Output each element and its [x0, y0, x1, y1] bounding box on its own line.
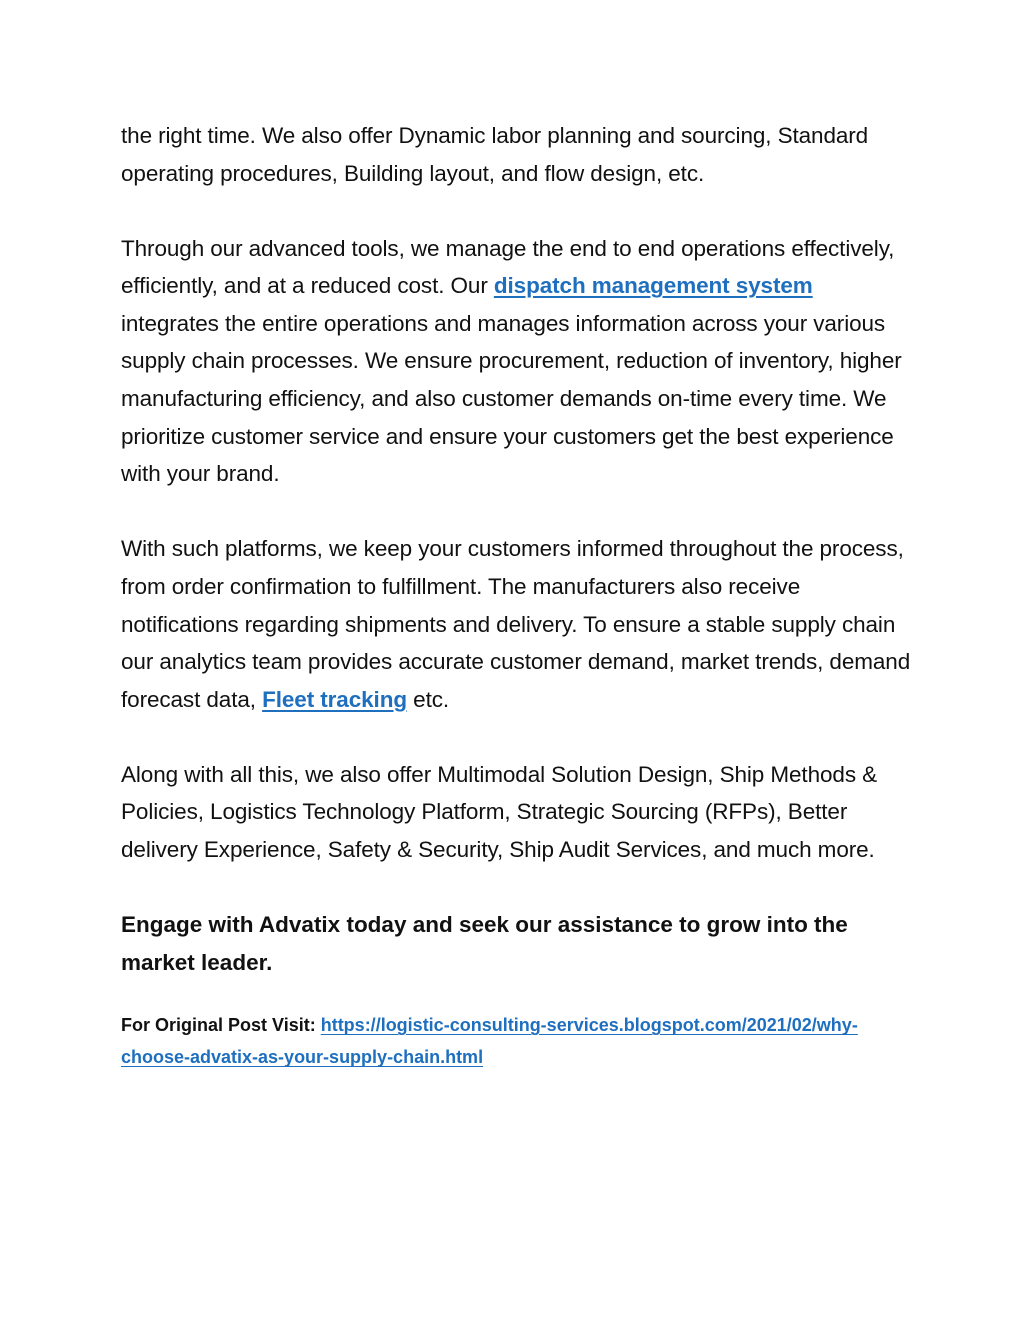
paragraph-advanced-tools — [121, 230, 911, 493]
original-post-source — [121, 1009, 911, 1073]
dispatch-management-system-link[interactable]: dispatch management system — [493, 273, 813, 299]
paragraph-text-after: etc. — [407, 686, 450, 712]
article-body — [121, 117, 911, 1073]
call-to-action: Engage with Advatix today and seek our assistance to grow into the market leader. — [121, 912, 848, 975]
source-label: For Original Post Visit: — [121, 1015, 321, 1036]
paragraph-text-before: Through our advanced tools, we manage the end to end operations effectively, efficiently, and at a reduced cost. Our — [121, 235, 895, 299]
paragraph-services — [121, 117, 911, 192]
paragraph-text: Along with all this, we also offer Multimodal Solution Design, Ship Methods & Policies, Logistics Technology Platform, Strategic Sourcing (RFPs), Better delivery Experience, Safety & Security, Ship Audit Services, and much more. — [121, 761, 878, 862]
fleet-tracking-link[interactable]: Fleet tracking — [262, 686, 407, 712]
paragraph-text-after: integrates the entire operations and manages information across your various supply chain processes. We ensure procurement, reduction of inventory, higher manufacturing efficiency, and also customer demands on-time every time. We prioritize customer service and ensure your customers get the best experience with your brand. — [121, 310, 902, 487]
paragraph-additional-offerings — [121, 756, 911, 869]
paragraph-text-before: With such platforms, we keep your customers informed throughout the process, from order confirmation to fulfillment. The manufacturers also receive notifications regarding shipments and delivery. To ensure a stable supply chain our analytics team provides accurate customer demand, market trends, demand forecast data, — [121, 536, 911, 712]
paragraph-platforms — [121, 530, 911, 718]
original-post-link[interactable]: https://logistic-consulting-services.blogspot.com/2021/02/why-choose-advatix-as-your-supply-chain.html — [121, 1015, 858, 1068]
paragraph-text: the right time. We also offer Dynamic labor planning and sourcing, Standard operating procedures, Building layout, and flow design, etc. — [121, 123, 869, 186]
